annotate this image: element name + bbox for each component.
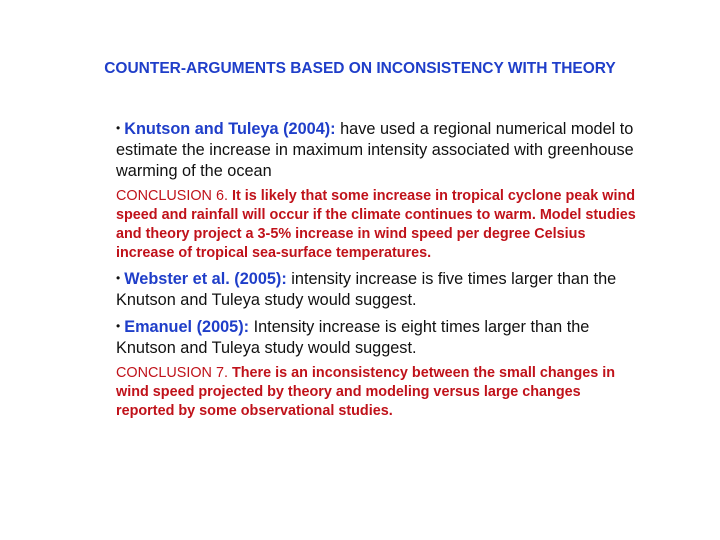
bullet-webster bbox=[116, 268, 636, 311]
conclusion-7 bbox=[116, 364, 636, 421]
reference-knutson-tuleya: Knutson and Tuleya (2004): bbox=[124, 120, 336, 138]
reference-webster: Webster et al. (2005): bbox=[124, 270, 287, 288]
slide-title: COUNTER-ARGUMENTS BASED ON INCONSISTENCY WITH THEORY bbox=[104, 60, 616, 77]
bullet-emanuel bbox=[116, 316, 636, 359]
conclusion-label: CONCLUSION 7. bbox=[116, 365, 232, 381]
bullet-text: have used a regional numerical model to estimate the increase in maximum intensity associated with greenhouse warming of the ocean bbox=[116, 120, 634, 180]
bullet-marker: • bbox=[116, 319, 121, 333]
reference-emanuel: Emanuel (2005): bbox=[124, 318, 250, 336]
bullet-marker: • bbox=[116, 271, 121, 285]
slide-content bbox=[116, 118, 636, 426]
bullet-text: Intensity increase is eight times larger than the Knutson and Tuleya study would suggest. bbox=[116, 318, 590, 357]
conclusion-label: CONCLUSION 6. bbox=[116, 188, 232, 204]
bullet-text: intensity increase is five times larger than the Knutson and Tuleya study would suggest. bbox=[116, 270, 617, 309]
conclusion-6 bbox=[116, 187, 636, 263]
conclusion-text: It is likely that some increase in tropical cyclone peak wind speed and rainfall will occur if the climate continues to warm. Model studies and theory project a 3-5% increase in wind speed per degree Celsius increase of tropical sea-surface temperatures. bbox=[116, 188, 636, 261]
bullet-marker: • bbox=[116, 121, 121, 135]
conclusion-text: There is an inconsistency between the small changes in wind speed projected by theory and modeling versus large changes reported by some observational studies. bbox=[116, 365, 616, 419]
bullet-knutson-tuleya bbox=[116, 118, 636, 182]
